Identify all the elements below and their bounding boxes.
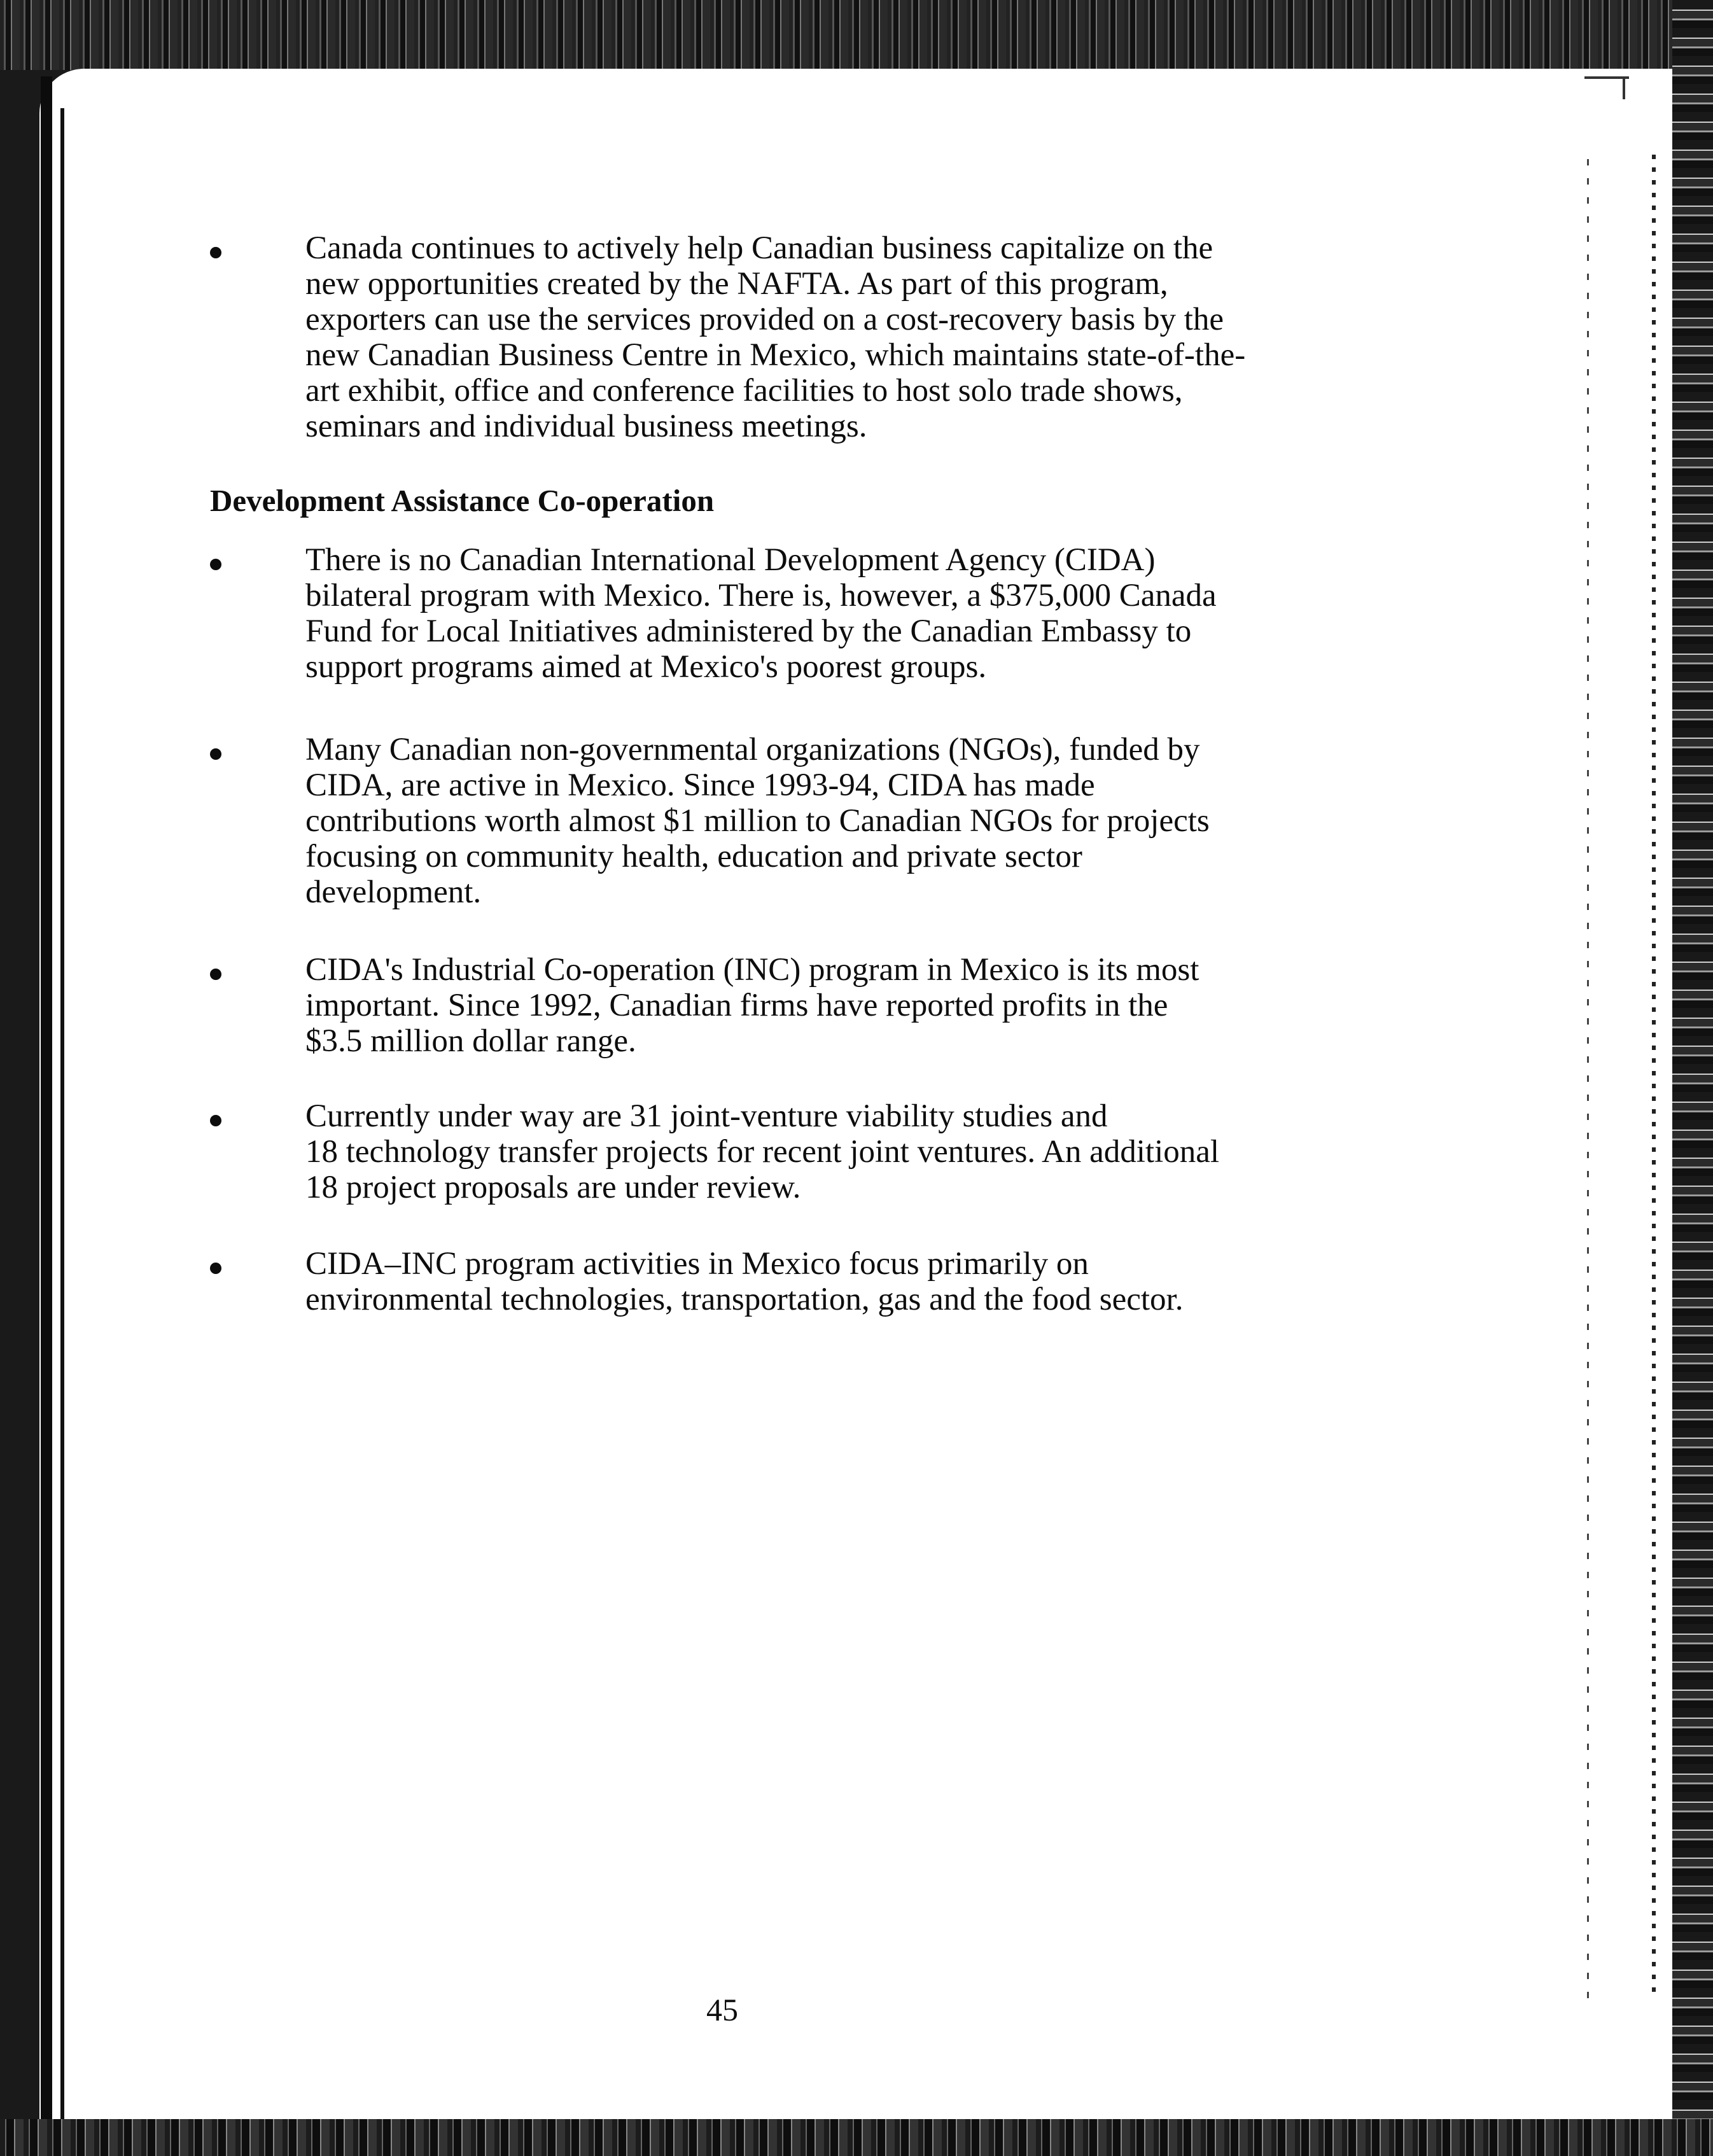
bullet-text: Currently under way are 31 joint-venture viability studies and 18 technology transfer projects for recent joint ventures. An additional 18 project proposals are under review. xyxy=(305,1098,1220,1205)
bullet-icon xyxy=(210,559,221,570)
bullet-text: CIDA's Industrial Co-operation (INC) program in Mexico is its most important. Since 1992, Canadian firms have reported profits in the $3.5 million dollar range. xyxy=(305,952,1199,1059)
bullet-text: CIDA–INC program activities in Mexico focus primarily on environmental technologies, transportation, gas and the food sector. xyxy=(305,1246,1184,1317)
bullet-icon xyxy=(210,247,221,258)
bullet-icon xyxy=(210,969,221,980)
bullet-icon xyxy=(210,748,221,760)
bullet-icon xyxy=(210,1115,221,1126)
bullet-icon xyxy=(210,1263,221,1274)
section-heading: Development Assistance Co-operation xyxy=(210,483,715,518)
bullet-text: Canada continues to actively help Canadian business capitalize on the new opportunities created by the NAFTA. As part of this program, exporters can use the services provided on a cost-recovery basis by the new Canadian Business Centre in Mexico, which maintains state-of-the- art exhibit, office and conference facilities to host solo trade shows, seminars and individual business meetings. xyxy=(305,230,1246,444)
bullet-text: There is no Canadian International Development Agency (CIDA) bilateral program with Mexico. There is, however, a $375,000 Canada Fund for Local Initiatives administered by the Canadian Embassy to support programs aimed at Mexico's poorest groups. xyxy=(305,542,1217,685)
page-number: 45 xyxy=(706,1992,738,2027)
bullet-text: Many Canadian non-governmental organizations (NGOs), funded by CIDA, are active in Mexico. Since 1993-94, CIDA has made contributions worth almost $1 million to Canadian NGOs for projects focusing on community health, education and private sector development. xyxy=(305,732,1210,910)
